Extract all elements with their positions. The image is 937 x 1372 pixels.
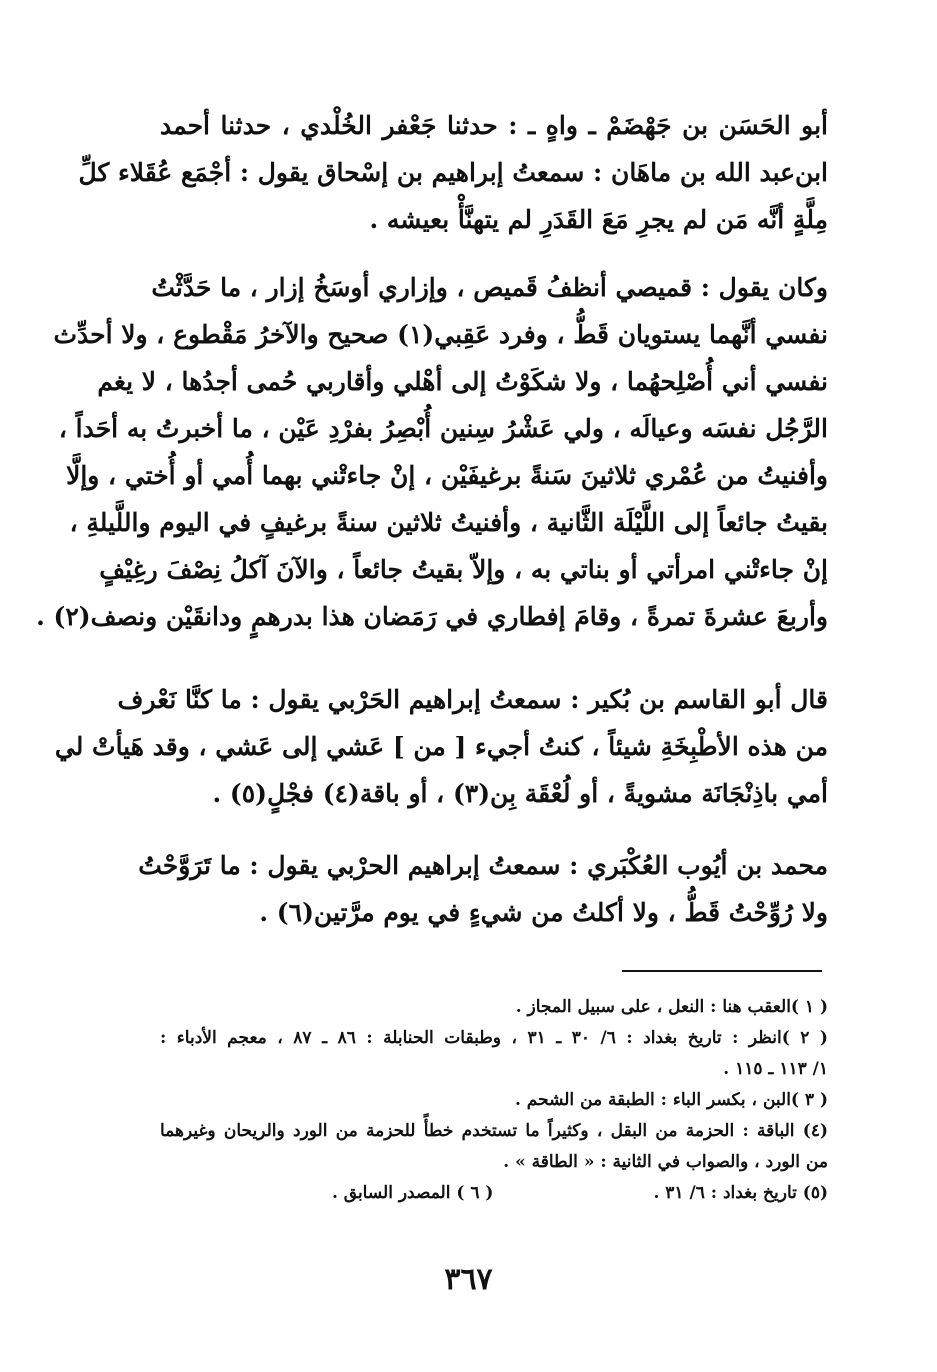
- footnote-5: (٥) تاريخ بغداد : ٦/ ٣١ .: [653, 1183, 828, 1203]
- footnote-1: ( ١ )العقب هنا : النعل ، على سبيل المجاز .: [515, 997, 828, 1017]
- text-line: من هذه الأطْبِخَةِ شيئاً ، كنتُ أجيء [ من ] عَشي إلى عَشي ، وقد هَيأتْ لي: [54, 732, 828, 761]
- text-line: وأربعَ عشرةَ تمرةً ، وقامَ إفطاري في رَمَضان هذا بدرهمٍ ودانقَيْن ونصف(٢) .: [36, 602, 828, 631]
- text-line: بقيتُ جائعاً إلى اللَّيْلَة الثَّانية ، وأفنيتُ ثلاثين سنةً برغيفٍ في اليوم واللَّيلةِ ،: [69, 508, 828, 537]
- text-line: الرَّجُل نفسَه وعيالَه ، ولي عَشْرُ سِنين أُبْصِرُ بفرْدِ عَيْن ، ما أخبرتُ به أحَداً ،: [58, 414, 828, 443]
- footnote-3: ( ٣ )البن ، بكسر الباء : الطبقة من الشحم .: [514, 1090, 828, 1110]
- text-line: نفسي أني أُصْلِحهُما ، ولا شكَوْتُ إلى أهْلي وأقاربي حُمى أجدُها ، لا يغم: [97, 367, 828, 396]
- text-line: وأفنيتُ من عُمْري ثلاثينَ سَنةً برغيفَيْن ، إنْ جاءتْني بهما أُمي أو أُختي ، وإلَّا: [66, 461, 828, 490]
- text-line: مِلَّةٍ أنَّه مَن لم يجرِ مَعَ القَدَرِ لم يتهنَّأْ بعيشه .: [369, 205, 828, 234]
- paragraph-4: [138, 842, 828, 936]
- text-line: وكان يقول : قميصي أنظفُ قَميص ، وإزاري أوسَخُ إزار ، ما حَدَّثْتُ: [151, 273, 828, 302]
- paragraph-2: [36, 264, 828, 640]
- text-line: قال أبو القاسم بن بُكير : سمعتُ إبراهيم الحَرْبي يقول : ما كنَّا نَعْرف: [117, 685, 828, 714]
- footnote-2-continued: ١/ ١١٣ ـ ١١٥ .: [723, 1059, 828, 1079]
- text-line: أمي باذِنْجَانَة مشويةً ، أو لُعْقَة بِن(٣) ، أو باقة(٤) فجْلٍ(٥) .: [212, 779, 828, 808]
- footnote-4: (٤) الباقة : الحزمة من البقل ، وكثيراً ما تستخدم خطأً للحزمة من الورد والريحان وغيرهما: [160, 1121, 828, 1141]
- text-line: نفسي أنَّهما يستويان قَطُّ ، وفرد عَقِبي(١) صحيح والآخرُ مَقْطوع ، ولا أحدِّث: [53, 320, 828, 349]
- footnotes: [160, 992, 828, 1209]
- text-line: إنْ جاءتْني امرأتي أو بناتي به ، وإلاّ بقيتُ جائعاً ، والآنَ آكلُ نِصْفَ رغِيْفٍ: [99, 555, 828, 584]
- text-line: محمد بن أيُوب العُكْبَري : سمعتُ إبراهيم الحرْبي يقول : ما تَرَوَّحْتُ: [138, 851, 828, 880]
- footnote-4-continued: من الورد ، والصواب في الثانية : « الطاقة » .: [503, 1152, 828, 1172]
- paragraph-1: [78, 102, 828, 243]
- footnote-row-5-6: [160, 1178, 828, 1209]
- footnote-6: ( ٦ ) المصدر السابق .: [331, 1183, 494, 1203]
- footnote-divider: [622, 970, 822, 972]
- footnote-2: ( ٢ )انظر : تاريخ بغداد : ٦/ ٣٠ ـ ٣١ ، وطبقات الحنابلة : ٨٦ ـ ٨٧ ، معجم الأدباء :: [160, 1028, 828, 1048]
- text-line: ولا رُوِّحْتُ قَطُّ ، ولا أكلتُ من شيءٍ في يوم مرَّتين(٦) .: [259, 898, 828, 927]
- text-line: أبو الحَسَن بن جَهْضَمْ ـ واهٍ ـ : حدثنا جَعْفر الخُلْدي ، حدثنا أحمد: [160, 111, 828, 140]
- page-number: ٣٦٧: [444, 1262, 493, 1297]
- paragraph-3: [54, 676, 828, 817]
- text-line: ابن‌عبد الله بن ماهَان : سمعتُ إبراهيم بن إسْحاق يقول : أجْمَع عُقَلاء كلِّ: [78, 158, 828, 187]
